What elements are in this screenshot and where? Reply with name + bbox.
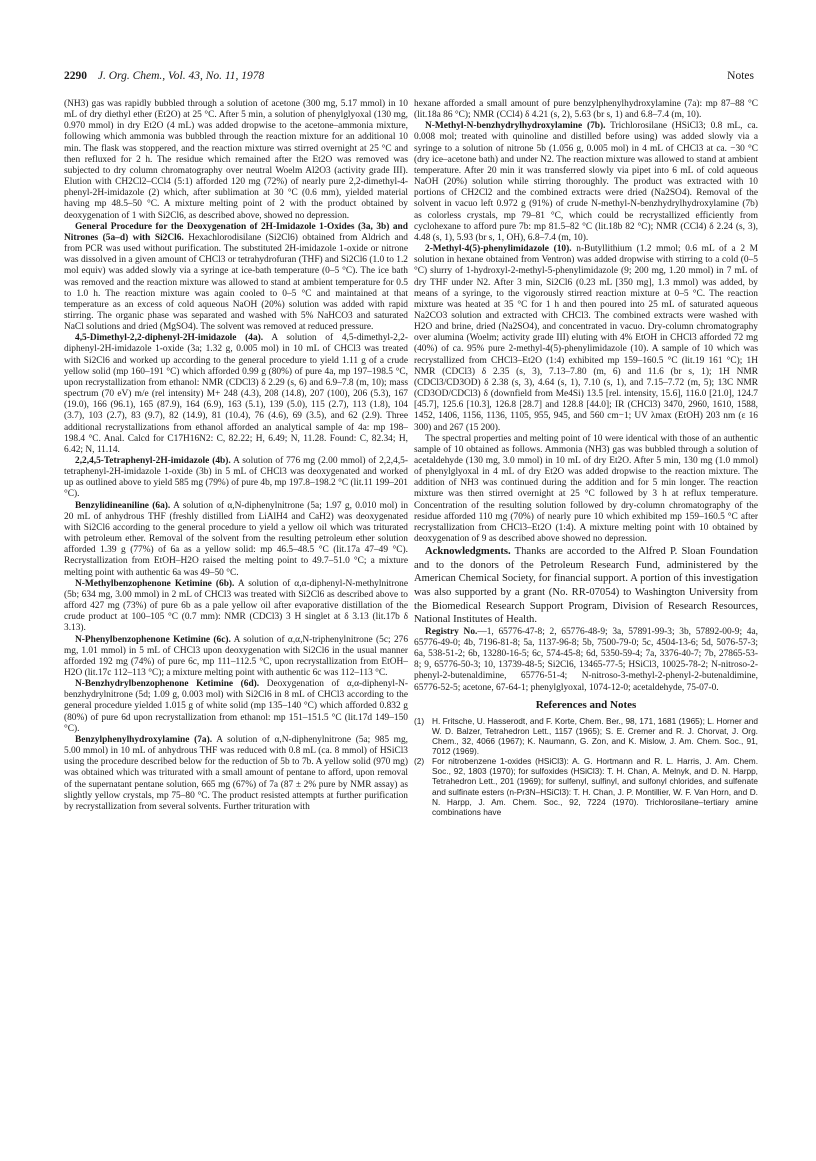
paragraph-heading: N-Methylbenzophenone Ketimine (6b). [75, 578, 235, 589]
paragraph [414, 99, 758, 121]
paragraph [64, 99, 408, 222]
paragraph [64, 735, 408, 813]
paragraph-text: hexane afforded a small amount of pure benzylphenylhydroxylamine (7a): mp 87–88 °C (lit.18a 86 °C); NMR (CCl4) δ 4.21 (s, 2), 5.63 (br s, 1) and 6.8–7.4 (m, 10). [414, 99, 758, 121]
paragraph [414, 121, 758, 244]
paragraph [64, 222, 408, 334]
paragraph-heading: Benzylidineaniline (6a). [75, 500, 171, 511]
paragraph-heading: 2-Methyl-4(5)-phenylimidazole (10). [425, 244, 572, 255]
reference-number: (1) [414, 715, 425, 726]
paragraph-text: Deoxygenation of α,α-diphenyl-N-benzhydrylnitrone (5d; 1.09 g, 0.003 mol) with Si2Cl6 in 8 mL of CHCl3 according to the general procedure yielded 1.015 g of white solid (mp 135–140 °C) which afforded 0.832 g (80%) of pure 6d upon recrystallization from ethanol: mp 151–151.5 °C (lit.17d 149–150 °C). [64, 679, 408, 734]
journal-citation: J. Org. Chem., Vol. 43, No. 11, 1978 [97, 70, 265, 82]
paragraph-text: A solution of 776 mg (2.00 mmol) of 2,2,4,5-tetraphenyl-2H-imidazole 1-oxide (3b) in 5 mL of CHCl3 was deoxygenated and worked up as outlined above to yield 585 mg (79%) of pure 4b, mp 197.8–198.2 °C (lit.11 199–201 °C). [64, 456, 408, 500]
paragraph [64, 456, 408, 501]
paragraph-text: A solution of 4,5-dimethyl-2,2-diphenyl-2H-imidazole 1-oxide (3a; 1.32 g, 0.005 mol) in 10 mL of CHCl3 was treated with Si2Cl6 and worked up according to the general procedure to yield 1.11 g of a crude yellow solid (mp 160–191 °C) which afforded 0.99 g (80%) of pure 4a, mp 197–198.5 °C, upon recrystallization from ethanol: NMR (CDCl3) δ 2.29 (s, 6) and 6.9–7.8 (m, 10); mass spectrum (70 eV) m/e (rel intensity) M+ 248 (4.3), 208 (14.8), 207 (100), 206 (5.3), 167 (19.0), 166 (96.1), 165 (87.9), 164 (6.9), 163 (5.1), 139 (5.0), 115 (2.7), 113 (1.8), 104 (3.7), 103 (2.7), 83 (9.7), 82 (14.9), 81 (10.4), 76 (4.6), 69 (3.5), and 62 (2.9). Three additional recrystallizations from ethanol afforded an analytical sample of 4a: mp 198–198.4 °C. Anal. Calcd for C17H16N2: C, 82.22; H, 6.49; N, 11.28. Found: C, 82.34; H, 6.42; N, 11.14. [64, 333, 408, 455]
reference-item [414, 716, 758, 756]
page-header [64, 70, 754, 86]
reference-text: H. Fritsche, U. Hasserodt, and F. Korte, Chem. Ber., 98, 171, 1681 (1965); L. Horner and W. D. Balzer, Tetrahedron Lett., 1157 (1965); S. E. Cremer and R. J. Chorvat, J. Org. Chem., 32, 4066 (1967); K. Naumann, G. Zon, and K. Mislow, J. Am. Chem. Soc., 91, 7012 (1969). [432, 715, 758, 757]
paragraph-text: Hexachlorodisilane (Si2Cl6) obtained from Aldrich and from PCR was used without purification. The substituted 2H-imidazole 1-oxide or nitrone was dissolved in a given amount of CHCl3 or tetrahydrofuran (THF) and Si2Cl6 (1.0 to 1.2 mol equiv) was added slowly via a syringe at ice-bath temperature (0–5 °C). The ice bath was removed and the reaction mixture was allowed to stand at ambient temperature for 0.5 to 1.0 h. The reaction mixture was again cooled to 0–5 °C and maintained at that temperature as an excess of cold aqueous NaOH (20%) solution was added with rapid stirring. The organic phase was separated and washed with 5% NaHCO3 and saturated NaCl solutions and dried (MgSO4). The solvent was removed at reduced pressure. [64, 232, 408, 333]
paragraph [64, 635, 408, 680]
paragraph [414, 244, 758, 434]
paragraph [414, 434, 758, 546]
paragraph-heading: N-Methyl-N-benzhydrylhydroxylamine (7b). [425, 121, 606, 132]
page-number: 2290 [64, 70, 87, 82]
paragraph-text: n-Butyllithium (1.2 mmol; 0.6 mL of a 2 M solution in hexane obtained from Ventron) was added dropwise with stirring to a cold (0–5 °C) slurry of 1-hydroxyl-2-methyl-5-phenylimidazole (9; 200 mg, 1.20 mmol) in 7 mL of dry THF under N2. After 3 min, Si2Cl6 (0.23 mL [350 mg], 1.3 mmol) was added, by means of a syringe, to the vigorously stirred reaction mixture at 0–5 °C. The reaction mixture was heated at 35 °C for 1 h and then poured into 25 mL of saturated aqueous Na2CO3 solution and extracted with CHCl3. The combined extracts were washed with H2O and brine, dried (Na2SO4), and concentrated in vacuo. Dry-column chromatography over alumina (Woelm; activity grade III) eluting with 4% EtOH in CHCl3 afforded 72 mg (40%) of ca. 95% pure 2-methyl-4(5)-phenylimidazole (10). A sample of 10 which was recrystallized from CHCl3–Et2O (1:4) exhibited mp 159–160.5 °C (lit.19 161 °C); 1H NMR (CDCl3) δ 2.35 (s, 3), 7.13–7.80 (m, 6) and 11.6 (br s, 1); 1H NMR (CDCl3/CD3OD) δ 2.38 (s, 3), 4.64 (s, 1), 7.10 (s, 1), and 7.15–7.72 (m, 5); 13C NMR (CD3OD/CDCl3) δ (downfield from Me4Si) 13.5 [rel. intensity, 15.6], 116.0 [21.0], 124.7 [45.7], 125.6 [10.3], 126.8 [28.7] and 128.8 [44.0]; IR (CHCl3) 3470, 2960, 1610, 1588, 1452, 1406, 1156, 1136, 1105, 955, 945, and 560 cm−1; UV λmax (EtOH) 203 nm (ε 16 300) and 267 (15 200). [414, 244, 758, 433]
paragraph-heading: N-Benzhydrylbenzophenone Ketimine (6d). [75, 679, 260, 690]
paragraph-text: A solution of α,α-diphenyl-N-methylnitrone (5b; 634 mg, 3.00 mmol) in 2 mL of CHCl3 was treated with Si2Cl6 as described above to afford 427 mg (73%) of pure 6b as a pale yellow oil after evaporative distillation of the crude product at 100–105 °C (0.7 mm): NMR (CDCl3) 3 H singlet at δ 3.13 (lit.17b δ 3.13). [64, 578, 408, 634]
paragraph-text: The spectral properties and melting point of 10 were identical with those of an authentic sample of 10 obtained as follows. Ammonia (NH3) gas was bubbled through a solution of acetaldehyde (130 mg, 3.0 mmol) in 10 mL of dry Et2O. After 5 min, 130 mg (1.0 mmol) of phenylglyoxal in 4 mL of dry Et2O was added dropwise to the reaction mixture. The addition of NH3 was continued during the addition and for 5 min longer. The reaction mixture was then stirred overnight at 25 °C followed by 3 h at reflux temperature. Concentration of the resulting solution followed by dry-column chromatography of the residue afforded 110 mg (70%) of nearly pure 10 which exhibited mp 159–160.5 °C after recrystallization from CHCl3–Et2O (1:4). A mixture melting point with 10 obtained by deoxygenation of 9 as described above showed no depression. [414, 433, 758, 545]
paragraph-heading: General Procedure for the Deoxygenation of 2H-Imidazole 1-Oxides (3a, 3b) and Nitrones (5a–d) with Si2Cl6. [64, 221, 408, 243]
registry-numbers [414, 627, 758, 694]
reference-text: For nitrobenzene 1-oxides (HSiCl3): A. G. Hortmann and R. L. Harris, J. Am. Chem. Soc., 92, 1803 (1970); for sulfoxides (HSiCl3): T. H. Chan, A. Melnyk, and D. N. Harpp, Tetrahedron Lett., 201 (1969); for sulfenyl, sulfinyl, and sulfonyl chlorides, and sulfenate and sulfinate esters (n-Pr3N–HSiCl3): T. H. Chan, J. P. Montillier, W. F. Van Horn, and D. N. Harpp, J. Am. Chem. Soc., 92, 7224 (1970). Trichlorosilane–tertiary amine combinations have [432, 756, 758, 817]
paragraph-heading: 2,2,4,5-Tetraphenyl-2H-imidazole (4b). [75, 456, 231, 466]
registry-head: Registry No. [425, 626, 478, 637]
paragraph-text: (NH3) gas was rapidly bubbled through a solution of acetone (300 mg, 5.17 mmol) in 10 mL of dry diethyl ether (Et2O) at 25 °C. After 5 min, a solution of phenylglyoxal (130 mg, 0.970 mmol) in dry Et2O (4 mL) was added dropwise to the acetone–ammonia mixture, following which ammonia was bubbled through the reaction mixture for an additional 10 min. The flask was stoppered, and the reaction mixture was stirred overnight at 25 °C and then refluxed for 2 h. The residue which remained after the Et2O was removed was subjected to dry column chromatography over neutral Woelm Al2O3 (activity grade III). Elution with CH2Cl2–CCl4 (5:1) afforded 120 mg (72%) of nearly pure 2,2-dimethyl-4-phenyl-2H-imidazole (2) which, after sublimation at 30 °C (0.6 mm), yielded material having mp 48.5–50 °C. A mixture melting point of 2 with the product obtained by deoxygenation of 1 with Si2Cl6, as described above, showed no depression. [64, 99, 408, 221]
reference-number: (2) [414, 756, 425, 767]
paragraph [64, 579, 408, 635]
paragraph-text: A solution of α,N-diphenylnitrone (5a; 985 mg, 5.00 mmol) in 10 mL of anhydrous THF was reduced with 0.8 mL (ca. 8 mmol) of HSiCl3 using the procedure described below for the reduction of 5b to 7b. A yellow solid (970 mg) was obtained which was triturated with a small amount of pentane to afford, upon removal of the supernatant pentane solution, 665 mg (67%) of 7a (87 ± 2% pure by NMR assay) as slightly yellow crystals, mp 75–80 °C. The product resisted attempts at further purification by recrystallization from several solvents. Further trituration with [64, 734, 408, 812]
right-column [414, 99, 758, 1129]
acknowledgments-head: Acknowledgments. [425, 546, 511, 558]
paragraph-heading: 4,5-Dimethyl-2,2-diphenyl-2H-imidazole (4a). [75, 333, 264, 344]
paragraph [64, 333, 408, 456]
paragraph [64, 501, 408, 579]
references-list [414, 716, 758, 817]
paragraph-text: Trichlorosilane (HSiCl3; 0.8 mL, ca. 0.008 mol; treated with quinoline and distilled before using) was added slowly via a syringe to a solution of nitrone 5b (1.056 g, 0.005 mol) in 4 mL of CHCl3 at ca. −30 °C (dry ice–acetone bath) and under N2. The reaction mixture was allowed to stand at ambient temperature. After 20 min it was transferred slowly via pipet into 6 mL of cold aqueous NaOH (20%) solution while stirring thoroughly. The product was extracted with 10 portions of CH2Cl2 and the combined extracts were dried (Na2SO4). Removal of the solvent in vacuo left 0.972 g (91%) of crude N-methyl-N-benzhydrylhydroxylamine (7b) as colorless crystals, mp 79–81 °C, which could be recrystallized efficiently from cyclohexane to afford pure 7b: mp 81.5–82 °C (lit.18b 82 °C); NMR (CCl4) δ 2.24 (s, 3), 4.48 (s, 1), 5.93 (br s, 1, OH), 6.8–7.4 (m, 10). [414, 121, 758, 243]
reference-item [414, 756, 758, 817]
left-column [64, 99, 408, 1129]
registry-text: —1, 65776-47-8; 2, 65776-48-9; 3a, 57891-99-3; 3b, 57892-00-9; 4a, 65776-49-0; 4b, 7196-81-8; 5a, 1137-96-8; 5b, 7500-79-0; 5c, 4504-13-6; 5d, 5076-57-3; 6a, 538-51-2; 6b, 13280-16-5; 6c, 574-45-8; 6d, 5350-59-4; 7a, 3376-40-7; 7b, 27865-53-8; 9, 65776-50-3; 10, 13739-48-5; Si2Cl6, 13465-77-5; HSiCl3, 10025-78-2; N-nitroso-2-phenyl-2-butenaldimine, 65776-51-4; N-nitroso-3-methyl-2-phenyl-2-butenaldimine, 65776-52-5; acetone, 67-64-1; phenylglyoxal, 1074-12-0; acetaldehyde, 75-07-0. [414, 626, 758, 693]
paragraph-text: A solution of α,N-diphenylnitrone (5a; 1.97 g, 0.010 mol) in 20 mL of anhydrous THF (freshly distilled from LiAlH4 and CaH2) was deoxygenated with Si2Cl6 according to the general procedure to yield a yellow oil which was triturated with petroleum ether. Removal of the solvent from the resulting petroleum ether solution afforded 1.39 g (77%) of 6a as a yellow solid: mp 46.5–48.5 °C (lit.17a 47–49 °C). Recrystallization from EtOH–H2O raised the melting point to 49.7–51.0 °C; a mixture melting point with authentic 6a was 49–50 °C. [64, 500, 408, 578]
acknowledgments [414, 545, 758, 627]
paragraph-heading: Benzylphenylhydroxylamine (7a). [75, 734, 213, 745]
acknowledgments-text: Thanks are accorded to the Alfred P. Sloan Foundation and to the donors of the Petroleum Research Fund, administered by the American Chemical Society, for financial support. A portion of this investigation was also supported by a grant (No. RR-07054) to Washington University from the Biomedical Research Support Program, Division of Research Resources, National Institutes of Health. [414, 546, 758, 626]
references-title: References and Notes [535, 698, 637, 711]
paragraph-text: A solution of α,α,N-triphenylnitrone (5c; 276 mg, 1.01 mmol) in 5 mL of CHCl3 upon deoxygenation with Si2Cl6 in the usual manner afforded 192 mg (74%) of pure 6c, mp 111–112.5 °C, upon recrystallization from EtOH–H2O (lit.17c 112–113 °C); a mixture melting point with authentic 6c was 112–113 °C. [64, 634, 408, 678]
section-label: Notes [727, 70, 754, 82]
paragraph-heading: N-Phenylbenzophenone Ketimine (6c). [75, 634, 231, 645]
paragraph [64, 679, 408, 735]
